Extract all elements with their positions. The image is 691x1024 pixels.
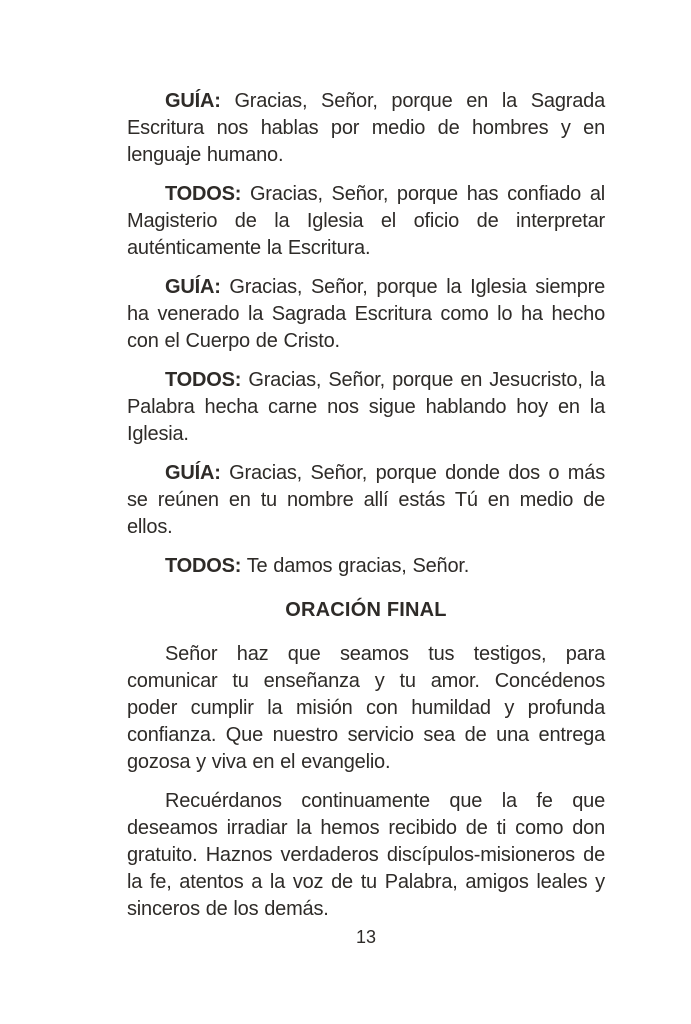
text-column xyxy=(127,88,605,923)
speaker-label: GUÍA: xyxy=(165,276,221,298)
dialogue-paragraph xyxy=(127,181,605,262)
page-number: 13 xyxy=(355,927,377,947)
speaker-label: TODOS: xyxy=(165,555,242,577)
section-heading: ORACIÓN FINAL xyxy=(285,599,447,621)
response-text: Gracias, Señor, porque donde dos o más se reúnen en tu nombre allí estás Tú en medio de ellos. xyxy=(127,462,605,538)
speaker-label: TODOS: xyxy=(165,183,242,205)
dialogue-paragraph xyxy=(127,367,605,448)
response-text: Gracias, Señor, porque la Iglesia siempre ha venerado la Sagrada Escritura como lo ha hecho con el Cuerpo de Cristo. xyxy=(127,276,606,352)
response-text: Gracias, Señor, porque en la Sagrada Escritura nos hablas por medio de hombres y en lenguaje humano. xyxy=(127,90,606,166)
prayer-paragraph: Recuérdanos continuamente que la fe que deseamos irradiar la hemos recibido de ti como don gratuito. Haznos verdaderos discípulos-misioneros de la fe, atentos a la voz de tu Palabra, amigos leales y sinceros de los demás. xyxy=(127,790,605,920)
response-text: Gracias, Señor, porque en Jesucristo, la Palabra hecha carne nos sigue hablando hoy en la Iglesia. xyxy=(127,369,605,445)
dialogue-paragraph xyxy=(127,460,605,541)
dialogue-paragraph xyxy=(127,553,605,580)
prayer-paragraph: Señor haz que seamos tus testigos, para comunicar tu enseñanza y tu amor. Concédenos poder cumplir la misión con humildad y profunda confianza. Que nuestro servicio sea de una entrega gozosa y viva en el evangelio. xyxy=(127,643,605,773)
response-text: Gracias, Señor, porque has confiado al Magisterio de la Iglesia el oficio de interpretar auténticamente la Escritura. xyxy=(127,183,605,259)
speaker-label: TODOS: xyxy=(165,369,242,391)
speaker-label: GUÍA: xyxy=(165,90,221,112)
speaker-label: GUÍA: xyxy=(165,462,221,484)
dialogue-paragraph xyxy=(127,88,605,169)
dialogue-paragraph xyxy=(127,274,605,355)
response-text: Te damos gracias, Señor. xyxy=(246,555,470,577)
